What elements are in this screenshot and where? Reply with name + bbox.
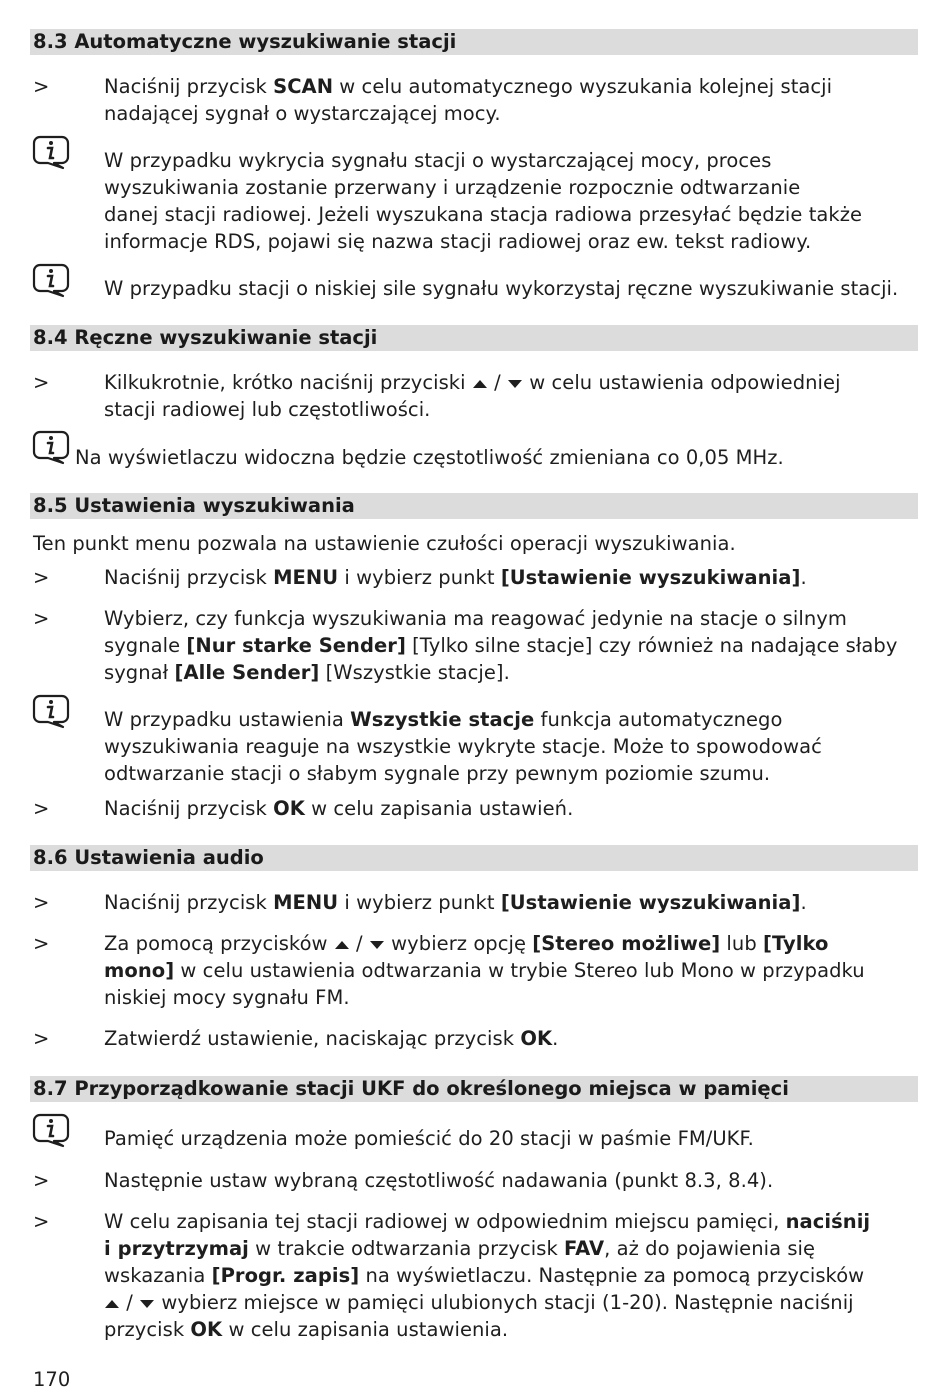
page-number: 170 (33, 1368, 71, 1391)
arrow-up-icon (334, 940, 350, 950)
step-text: Naciśnij przycisk MENU i wybierz punkt [Ustawienie wyszukiwania]. (104, 891, 807, 914)
step-marker: > (33, 607, 50, 630)
info-text: W przypadku stacji o niskiej sile sygnału wykorzystaj ręczne wyszukiwanie stacji. (104, 277, 899, 300)
arrow-up-icon (104, 1299, 120, 1309)
step-text: Wybierz, czy funkcja wyszukiwania ma reagować jedynie na stacje o silnym (104, 607, 847, 630)
info-icon (32, 262, 70, 298)
info-text: Na wyświetlaczu widoczna będzie częstotliwość zmieniana co 0,05 MHz. (75, 446, 784, 469)
step-text: / wybierz miejsce w pamięci ulubionych stacji (1-20). Następnie naciśnij (104, 1289, 854, 1316)
section-title-8-3: 8.3 Automatyczne wyszukiwanie stacji (33, 30, 457, 53)
step-marker: > (33, 797, 50, 820)
step-marker: > (33, 891, 50, 914)
info-text: danej stacji radiowej. Jeżeli wyszukana stacja radiowa przesyłać będzie także (104, 203, 863, 226)
arrow-down-icon (369, 940, 385, 950)
step-text: Naciśnij przycisk OK w celu zapisania ustawień. (104, 797, 574, 820)
section-title-8-6: 8.6 Ustawienia audio (33, 846, 264, 869)
info-icon (32, 1112, 70, 1148)
step-marker: > (33, 566, 50, 589)
step-marker: > (33, 75, 50, 98)
step-text: Zatwierdź ustawienie, naciskając przycisk OK. (104, 1027, 559, 1050)
info-icon (32, 693, 70, 729)
step-marker: > (33, 1210, 50, 1233)
step-text: nadającej sygnał o wystarczającej mocy. (104, 102, 501, 125)
step-marker: > (33, 1027, 50, 1050)
info-text: informacje RDS, pojawi się nazwa stacji radiowej oraz ew. tekst radiowy. (104, 230, 812, 253)
section-title-8-5: 8.5 Ustawienia wyszukiwania (33, 494, 355, 517)
step-marker: > (33, 371, 50, 394)
step-text: Następnie ustaw wybraną częstotliwość nadawania (punkt 8.3, 8.4). (104, 1169, 774, 1192)
step-text: W celu zapisania tej stacji radiowej w odpowiednim miejscu pamięci, naciśnij (104, 1210, 871, 1233)
step-text: i przytrzymaj w trakcie odtwarzania przycisk FAV, aż do pojawienia się (104, 1237, 816, 1260)
info-icon (32, 134, 70, 170)
section-title-8-4: 8.4 Ręczne wyszukiwanie stacji (33, 326, 378, 349)
info-text: Pamięć urządzenia może pomieścić do 20 stacji w paśmie FM/UKF. (104, 1127, 754, 1150)
info-icon (32, 429, 70, 465)
step-text: sygnale [Nur starke Sender] [Tylko silne stacje] czy również na nadające słaby (104, 634, 898, 657)
intro-text: Ten punkt menu pozwala na ustawienie czułości operacji wyszukiwania. (33, 532, 736, 555)
step-text: Kilkukrotnie, krótko naciśnij przyciski / w celu ustawienia odpowiedniej (104, 371, 841, 394)
step-text: Naciśnij przycisk SCAN w celu automatycznego wyszukania kolejnej stacji (104, 75, 833, 98)
step-text: przycisk OK w celu zapisania ustawienia. (104, 1318, 509, 1341)
step-text: sygnał [Alle Sender] [Wszystkie stacje]. (104, 661, 510, 684)
step-text: niskiej mocy sygnału FM. (104, 986, 350, 1009)
step-text: mono] w celu ustawienia odtwarzania w trybie Stereo lub Mono w przypadku (104, 959, 865, 982)
step-text: wskazania [Progr. zapis] na wyświetlaczu. Następnie za pomocą przycisków (104, 1264, 865, 1287)
arrow-up-icon (472, 379, 488, 389)
step-marker: > (33, 1169, 50, 1192)
step-text: Za pomocą przycisków / wybierz opcję [Stereo możliwe] lub [Tylko (104, 932, 829, 955)
step-text: stacji radiowej lub częstotliwości. (104, 398, 431, 421)
info-text: W przypadku wykrycia sygnału stacji o wystarczającej mocy, proces (104, 149, 772, 172)
info-text: W przypadku ustawienia Wszystkie stacje funkcja automatycznego (104, 708, 783, 731)
info-text: wyszukiwania zostanie przerwany i urządzenie rozpocznie odtwarzanie (104, 176, 801, 199)
section-title-8-7: 8.7 Przyporządkowanie stacji UKF do określonego miejsca w pamięci (33, 1077, 789, 1100)
info-text: odtwarzanie stacji o słabym sygnale przy pewnym poziomie szumu. (104, 762, 771, 785)
step-marker: > (33, 932, 50, 955)
arrow-down-icon (507, 379, 523, 389)
arrow-down-icon (139, 1299, 155, 1309)
info-text: wyszukiwania reaguje na wszystkie wykryte stacje. Może to spowodować (104, 735, 822, 758)
step-text: Naciśnij przycisk MENU i wybierz punkt [Ustawienie wyszukiwania]. (104, 566, 807, 589)
